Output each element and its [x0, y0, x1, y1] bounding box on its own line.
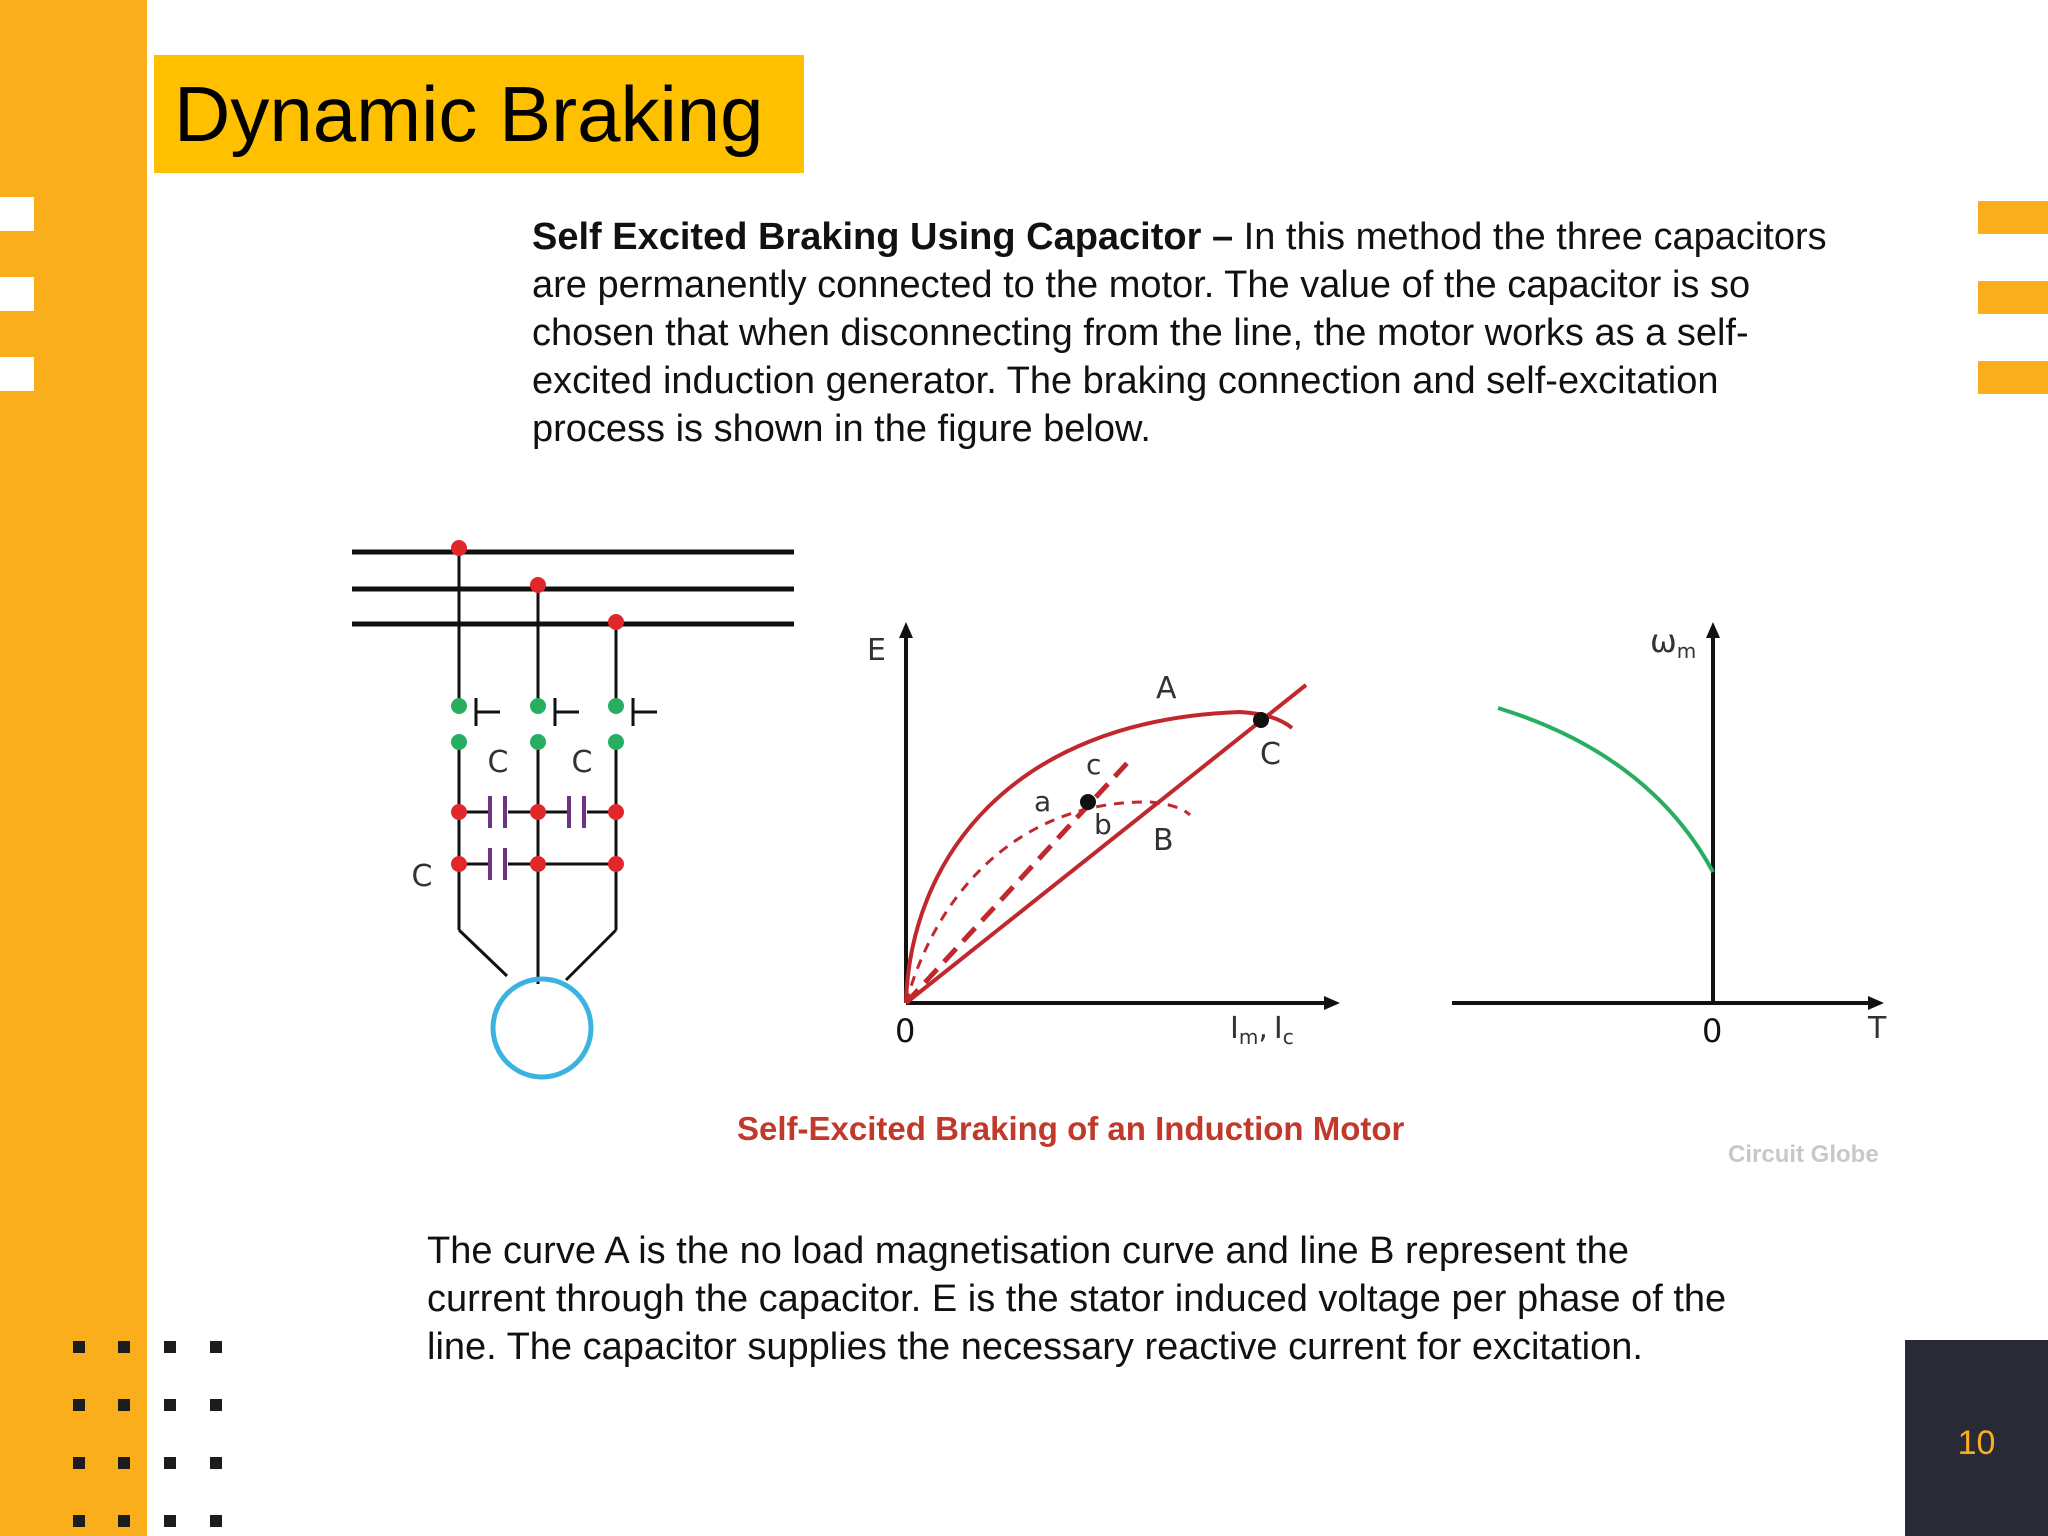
junction-dot	[451, 856, 467, 872]
dot	[73, 1515, 85, 1527]
point-b-small-label: b	[1094, 808, 1112, 841]
capacitor-label: C	[571, 745, 593, 780]
intro-body: In this method the three capacitors are permanently connected to the motor. The value of the capacitor is so chosen that when disconnecting from the line, the motor works as a self-excited induction generator. The braking connection and self-excitation process is shown in the figure below.	[532, 216, 1827, 450]
right-accent-dash	[1978, 361, 2048, 394]
junction-dot	[530, 856, 546, 872]
intro-heading: Self Excited Braking Using Capacitor –	[532, 216, 1234, 258]
junction-dot	[451, 540, 467, 556]
junction-dot	[608, 804, 624, 820]
figure	[310, 500, 1910, 1190]
circuit-diagram	[352, 540, 794, 1077]
x-axis-capacitor-current: I	[1273, 1011, 1283, 1046]
x-axis-sub-c: c	[1282, 1025, 1294, 1049]
dashed-line-c	[906, 760, 1130, 1003]
line-b-label: B	[1153, 823, 1174, 858]
y-axis-arrow	[899, 622, 913, 638]
dot	[210, 1457, 222, 1469]
junction-dot	[451, 804, 467, 820]
figure-caption: Self-Excited Braking of an Induction Motor	[737, 1110, 1405, 1147]
magnetisation-graph	[867, 622, 1340, 1050]
point-c-label: C	[1260, 737, 1281, 772]
dot	[164, 1515, 176, 1527]
switch-contact	[451, 734, 467, 750]
right-accent-dash	[1978, 201, 2048, 234]
capacitor-label: C	[411, 859, 433, 894]
x-axis-separator: ,	[1258, 1011, 1268, 1046]
left-notch	[0, 357, 34, 391]
speed-axis-label	[1650, 622, 1696, 663]
switch-contact	[608, 698, 624, 714]
source-watermark: Circuit Globe	[1728, 1141, 1879, 1168]
speed-torque-graph	[1452, 622, 1887, 1050]
junction-dot	[530, 804, 546, 820]
x-axis-current: I	[1230, 1011, 1239, 1046]
title-box	[154, 55, 804, 173]
capacitor-label: C	[487, 745, 509, 780]
dot	[118, 1341, 130, 1353]
dot	[73, 1457, 85, 1469]
dot	[164, 1341, 176, 1353]
origin-label: 0	[895, 1012, 916, 1050]
point-a-small-label: a	[1034, 785, 1052, 818]
switch-levers	[476, 698, 657, 726]
torque-axis-arrow	[1868, 996, 1884, 1010]
slide-title: Dynamic Braking	[174, 70, 764, 158]
dot	[118, 1399, 130, 1411]
x-axis-sub-m: m	[1238, 1025, 1259, 1049]
page-number-box	[1905, 1340, 2048, 1536]
point-c-marker	[1253, 712, 1269, 728]
speed-torque-curve	[1498, 708, 1713, 872]
dot	[73, 1341, 85, 1353]
x-axis-arrow	[1324, 996, 1340, 1010]
speed-symbol: ω	[1650, 622, 1677, 660]
switch-contact	[608, 734, 624, 750]
switch-contact	[530, 698, 546, 714]
explanation-paragraph: The curve A is the no load magnetisation curve and line B represent the current through the capacitor. E is the stator induced voltage per phase of the line. The capacitor supplies the necessary reactive current for excitation.	[427, 1230, 1727, 1368]
junction-dot	[608, 856, 624, 872]
line-b	[906, 685, 1306, 1003]
dot	[118, 1457, 130, 1469]
torque-axis-label: T	[1868, 1011, 1887, 1046]
junction-dot	[608, 614, 624, 630]
motor-circle	[493, 979, 591, 1077]
dot	[210, 1399, 222, 1411]
page-number: 10	[1957, 1424, 1996, 1462]
dashed-curve-a	[906, 802, 1190, 1003]
speed-subscript: m	[1676, 639, 1697, 663]
point-c-small-label: c	[1086, 748, 1102, 781]
figure-svg	[310, 500, 1910, 1190]
dot	[210, 1515, 222, 1527]
dot	[210, 1341, 222, 1353]
curve-a-label: A	[1156, 671, 1177, 706]
dot	[164, 1457, 176, 1469]
dot	[164, 1399, 176, 1411]
y-axis-label: E	[867, 633, 886, 668]
left-notch	[0, 197, 34, 231]
dot	[73, 1399, 85, 1411]
intro-paragraph	[532, 213, 1832, 453]
switch-contact	[451, 698, 467, 714]
speed-axis-arrow	[1706, 622, 1720, 638]
left-notch	[0, 277, 34, 311]
right-accent-dash	[1978, 281, 2048, 314]
junction-dot	[530, 577, 546, 593]
x-axis-label	[1230, 1011, 1294, 1049]
dot	[118, 1515, 130, 1527]
speed-origin-label: 0	[1702, 1012, 1723, 1050]
switch-contact	[530, 734, 546, 750]
